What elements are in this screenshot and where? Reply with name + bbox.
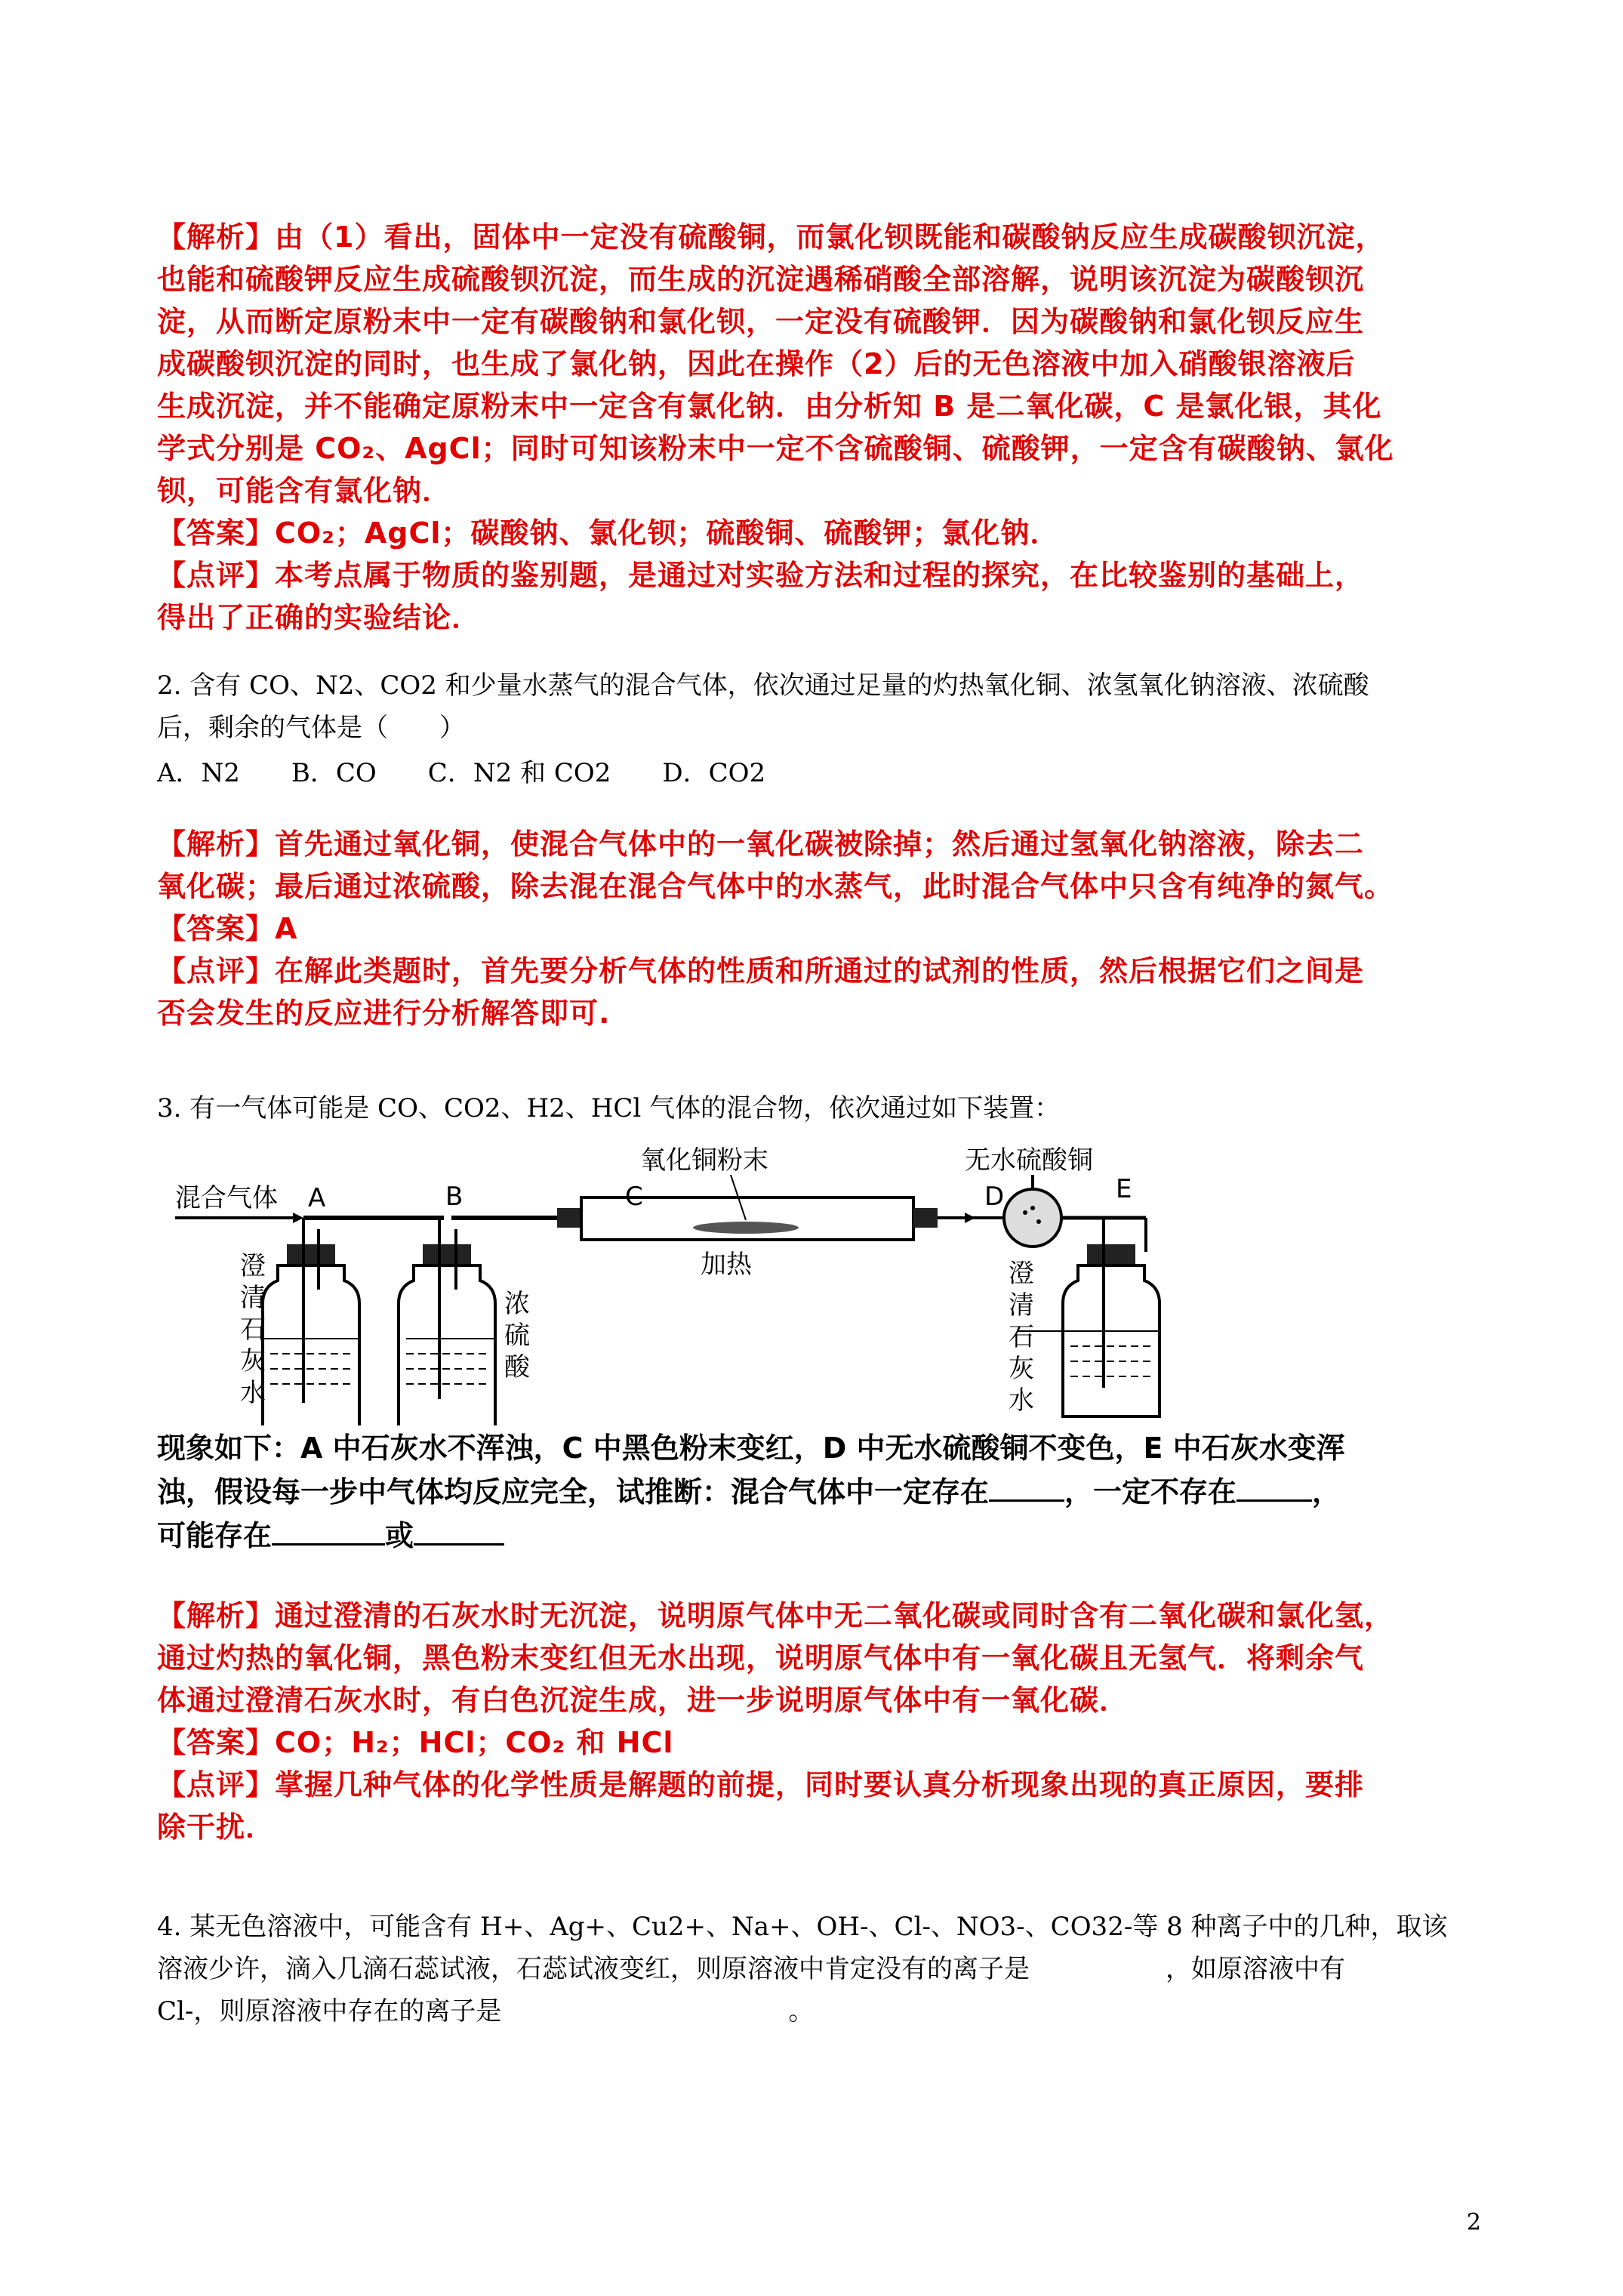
heat-label: 加热 (701, 1250, 752, 1280)
text-segment: 溶液少许，滴入几滴石蕊试液，石蕊试液变红，则原溶液中肯定没有的离子是 (157, 1954, 1030, 1984)
diagram-inlet-label: 混合气体 (175, 1183, 278, 1213)
text-line: 现象如下：A 中石灰水不浑浊，C 中黑色粉末变红，D 中无水硫酸铜不变色，E 中石灰水变浑 (157, 1432, 1345, 1465)
acid-char: 硫 (504, 1321, 530, 1351)
page-number: 2 (1466, 2209, 1481, 2236)
limewater-char: 清 (240, 1283, 266, 1313)
question-line: 后，剩余的气体是（ ） (157, 713, 465, 743)
text-segment: 可能存在 (157, 1519, 273, 1552)
limewater-char: 石 (1009, 1322, 1034, 1352)
acid-char: 浓 (504, 1289, 530, 1319)
text-line: 也能和硫酸钾反应生成硫酸钡沉淀，而生成的沉淀遇稀硝酸全部溶解，说明该沉淀为碳酸钡沉 (157, 263, 1365, 296)
apparatus-diagram (157, 1139, 1184, 1425)
text-line (157, 1469, 1501, 1513)
text-line: 钡，可能含有氯化钠． (157, 474, 452, 507)
q3-question (157, 1087, 1501, 1130)
comment-line: 【点评】掌握几种气体的化学性质是解题的前提，同时要认真分析现象出现的真正原因，要排 (157, 1768, 1365, 1801)
comment-line: 除干扰． (157, 1811, 276, 1844)
limewater-char: 灰 (1009, 1354, 1034, 1384)
comment-line: 得出了正确的实验结论． (157, 601, 482, 634)
q1-analysis (157, 216, 1501, 639)
blank-not-exists[interactable] (1236, 1469, 1312, 1502)
limewater-char: 灰 (240, 1346, 266, 1376)
question-line: 4. 某无色溶液中，可能含有 H+、Ag+、Cu2+、Na+、OH-、Cl-、NO3-、CO32-等 8 种离子中的几种，取该 (157, 1912, 1448, 1942)
diagram-label-a: A (308, 1183, 326, 1213)
text-segment: 。 (788, 1996, 815, 2026)
text-line: 成碳酸钡沉淀的同时，也生成了氯化钠，因此在操作（2）后的无色溶液中加入硝酸银溶液后 (157, 347, 1356, 381)
diagram-label-c: C (625, 1182, 643, 1212)
text-line: 通过灼热的氧化铜，黑色粉末变红但无水出现，说明原气体中有一氧化碳且无氢气．将剩余气 (157, 1641, 1365, 1675)
limewater-char: 澄 (1009, 1259, 1034, 1289)
text-line (157, 1513, 1501, 1557)
answer-line: 【答案】CO₂；AgCl；碳酸钠、氯化钡；硫酸铜、硫酸钾；氯化钠． (157, 516, 1060, 550)
comment-line: 【点评】本考点属于物质的鉴别题，是通过对实验方法和过程的探究，在比较鉴别的基础上， (157, 559, 1365, 592)
comment-line: 【点评】在解此类题时，首先要分析气体的性质和所通过的试剂的性质，然后根据它们之间是 (157, 954, 1365, 988)
cuo-label: 氧化铜粉末 (640, 1145, 768, 1176)
tube-c (557, 1197, 938, 1240)
text-segment: ， (1312, 1475, 1341, 1509)
diagram-label-d: D (984, 1182, 1005, 1212)
q3-analysis (157, 1595, 1501, 1848)
question-line: 3. 有一气体可能是 CO、CO2、H2、HCl 气体的混合物，依次通过如下装置： (157, 1093, 1061, 1123)
options-line: A．N2 B．CO C．N2 和 CO2 D．CO2 (157, 758, 766, 788)
q2-analysis (157, 823, 1501, 1034)
text-line: 【解析】通过澄清的石灰水时无沉淀，说明原气体中无二氧化碳或同时含有二氧化碳和氯化氢， (157, 1599, 1394, 1632)
question-line: 2. 含有 CO、N2、CO2 和少量水蒸气的混合气体，依次通过足量的灼热氧化铜、浓氢氧化钠溶液、浓硫酸 (157, 670, 1369, 701)
cuso4-label: 无水硫酸铜 (965, 1145, 1093, 1176)
q2-question (157, 664, 1501, 794)
answer-line: 【答案】CO；H₂；HCl；CO₂ 和 HCl (157, 1726, 674, 1759)
diagram-label-e: E (1116, 1174, 1132, 1204)
limewater-char: 水 (1009, 1385, 1034, 1416)
text-line: 体通过澄清石灰水时，有白色沉淀生成，进一步说明原气体中有一氧化碳． (157, 1684, 1129, 1717)
diagram-label-b: B (445, 1182, 463, 1212)
bottle-a (263, 1218, 359, 1425)
bottle-b (399, 1218, 495, 1425)
q4-question (157, 1906, 1501, 2032)
blank-maybe-2[interactable] (414, 1513, 504, 1546)
text-line: 氧化碳；最后通过浓硫酸，除去混在混合气体中的水蒸气，此时混合气体中只含有纯净的氮气。 (157, 870, 1394, 903)
q3-observations (157, 1427, 1501, 1557)
text-segment: Cl-，则原溶液中存在的离子是 (157, 1996, 502, 2026)
text-segment: 浊，假设每一步中气体均反应完全，试推断：混合气体中一定存在 (157, 1475, 990, 1509)
text-line: 淀，从而断定原粉末中一定有碳酸钠和氯化钡，一定没有硫酸钾．因为碳酸钠和氯化钡反应生 (157, 305, 1365, 338)
text-line: 【解析】首先通过氧化铜，使混合气体中的一氧化碳被除掉；然后通过氢氧化钠溶液，除去二 (157, 827, 1365, 861)
question-line (157, 1948, 1501, 1990)
bulb-d (1004, 1175, 1061, 1247)
text-line: 学式分别是 CO₂、AgCl；同时可知该粉末中一定不含硫酸铜、硫酸钾，一定含有碳酸钠、氯化 (157, 432, 1394, 465)
text-segment: ，一定不存在 (1064, 1475, 1237, 1509)
limewater-char: 水 (240, 1378, 266, 1408)
blank-maybe-1[interactable] (272, 1513, 385, 1546)
text-segment: ，如原溶液中有 (1166, 1954, 1345, 1984)
text-line: 【解析】由（1）看出，固体中一定没有硫酸铜，而氯化钡既能和碳酸钠反应生成碳酸钡沉淀， (157, 220, 1385, 254)
comment-line: 否会发生的反应进行分析解答即可. (157, 997, 611, 1030)
blank-exists[interactable] (989, 1469, 1064, 1502)
text-segment: 或 (385, 1519, 414, 1552)
limewater-char: 澄 (240, 1251, 266, 1281)
acid-char: 酸 (504, 1352, 530, 1382)
limewater-char: 石 (240, 1314, 266, 1345)
limewater-char: 清 (1009, 1290, 1034, 1321)
answer-line: 【答案】A (157, 912, 298, 945)
text-line: 生成沉淀，并不能确定原粉末中一定含有氯化钠．由分析知 B 是二氧化碳，C 是氯化银，其化 (157, 390, 1382, 423)
question-line (157, 1990, 1501, 2032)
bottle-e (1018, 1218, 1161, 1416)
